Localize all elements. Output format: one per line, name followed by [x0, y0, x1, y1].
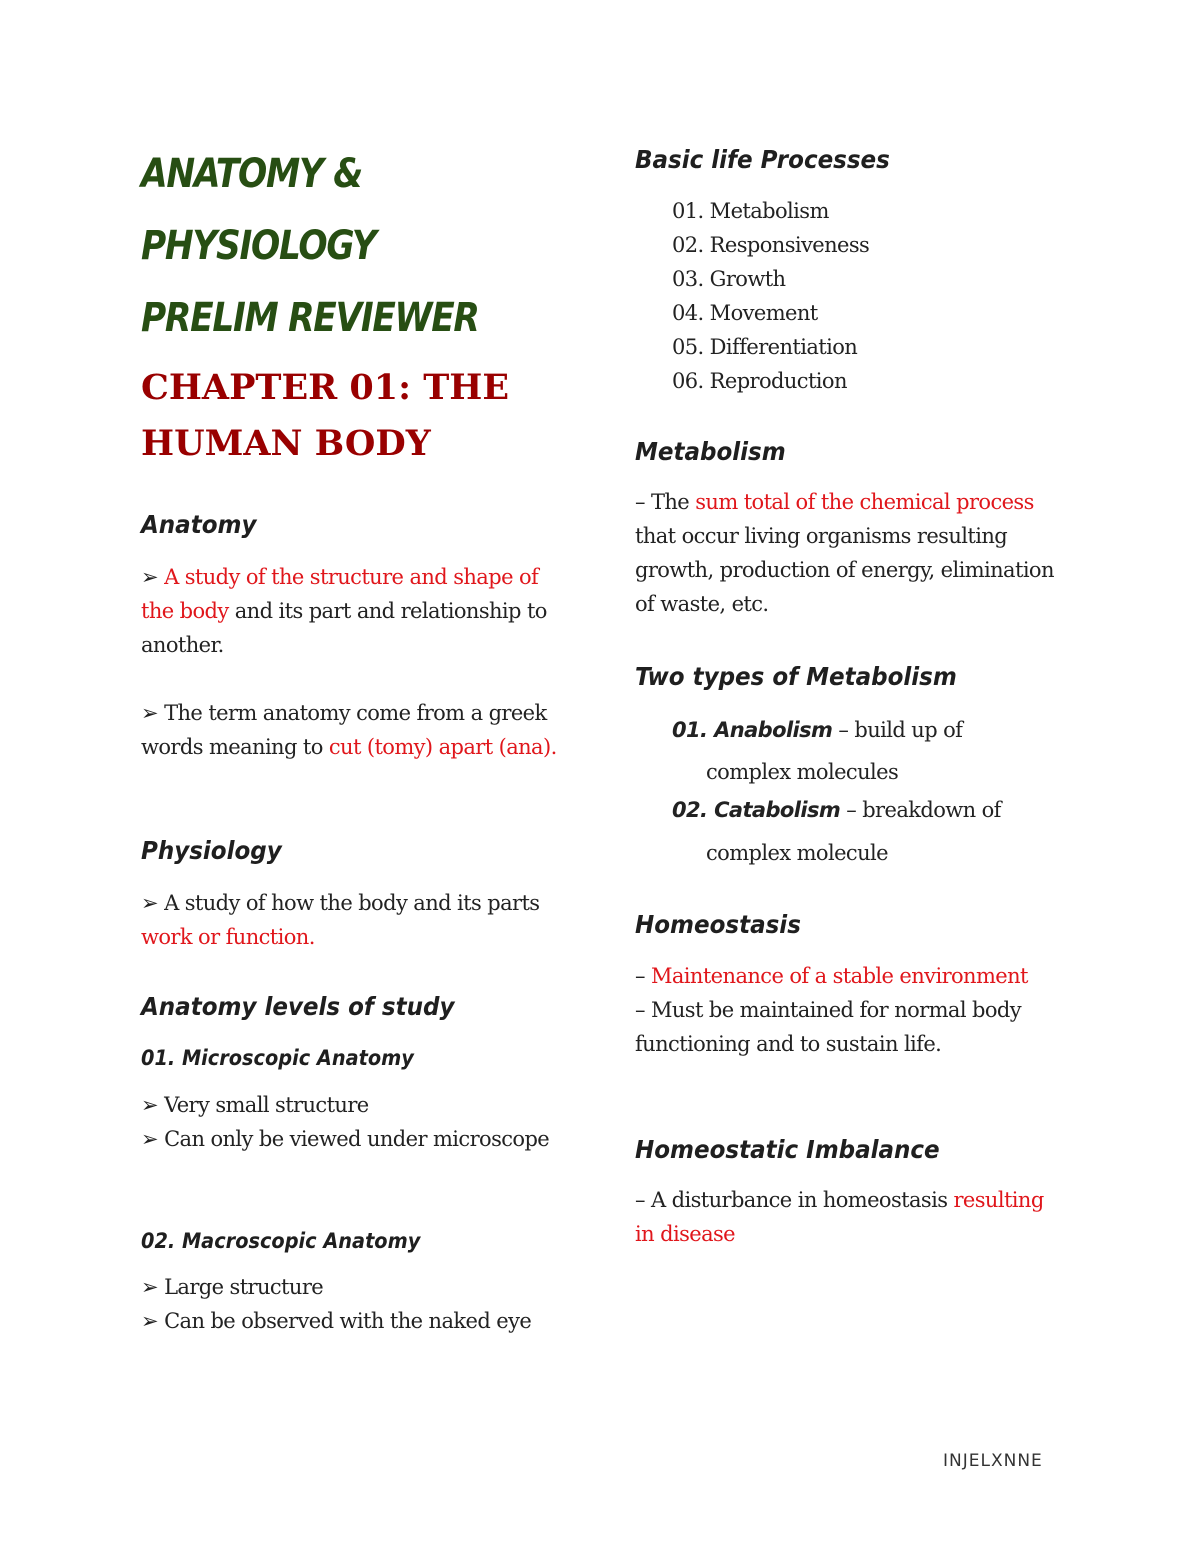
list-item: ➢ Large structure	[141, 1275, 324, 1299]
list-item: ➢ Can only be viewed under microscope	[141, 1127, 550, 1151]
catabolism-continuation: complex molecule	[706, 841, 888, 865]
author-footer: INJELXNNE	[943, 1451, 1043, 1471]
page-title: ANATOMY & PHYSIOLOGY PRELIM REVIEWER	[141, 151, 479, 341]
list-item: 03. Growth	[672, 267, 786, 291]
microscopic-heading: 01. Microscopic Anatomy	[141, 1046, 414, 1070]
anatomy-definition: ➢ A study of the structure and shape of the body and its part and relationship to another.	[141, 565, 547, 657]
list-item: 06. Reproduction	[672, 369, 847, 393]
list-item: 05. Differentiation	[672, 335, 858, 359]
anabolism-item: 01. Anabolism – build up of	[672, 718, 963, 742]
physiology-heading: Physiology	[141, 836, 282, 865]
list-item: 02. Responsiveness	[672, 233, 870, 257]
processes-heading: Basic life Processes	[635, 145, 890, 174]
metabolism-heading: Metabolism	[635, 437, 786, 466]
list-item: ➢ Very small structure	[141, 1093, 369, 1117]
physiology-definition: ➢ A study of how the body and its parts work or function.	[141, 891, 540, 949]
levels-heading: Anatomy levels of study	[141, 992, 455, 1021]
imbalance-heading: Homeostatic Imbalance	[635, 1135, 940, 1164]
anabolism-continuation: complex molecules	[706, 760, 899, 784]
macroscopic-bullets	[141, 1270, 561, 1338]
imbalance-definition: – A disturbance in homeostasis resulting in disease	[635, 1188, 1044, 1246]
processes-list	[672, 194, 1052, 398]
metabolism-definition: – The sum total of the chemical process that occur living organisms resulting growth, production of energy, elimination of waste, etc.	[635, 490, 1054, 616]
homeostasis-heading: Homeostasis	[635, 910, 801, 939]
anatomy-heading: Anatomy	[141, 510, 257, 539]
macroscopic-heading: 02. Macroscopic Anatomy	[141, 1229, 421, 1253]
catabolism-item: 02. Catabolism – breakdown of	[672, 798, 1001, 822]
anatomy-etymology: ➢ The term anatomy come from a greek words meaning to cut (tomy) apart (ana).	[141, 701, 557, 759]
list-item: 04. Movement	[672, 301, 818, 325]
list-item: ➢ Can be observed with the naked eye	[141, 1309, 532, 1333]
list-item: 01. Metabolism	[672, 199, 829, 223]
homeostasis-definition: – Maintenance of a stable environment – Must be maintained for normal body functioning and to sustain life.	[635, 964, 1028, 1056]
microscopic-bullets	[141, 1088, 561, 1156]
chapter-title: CHAPTER 01: THE HUMAN BODY	[141, 367, 509, 464]
types-heading: Two types of Metabolism	[635, 662, 957, 691]
